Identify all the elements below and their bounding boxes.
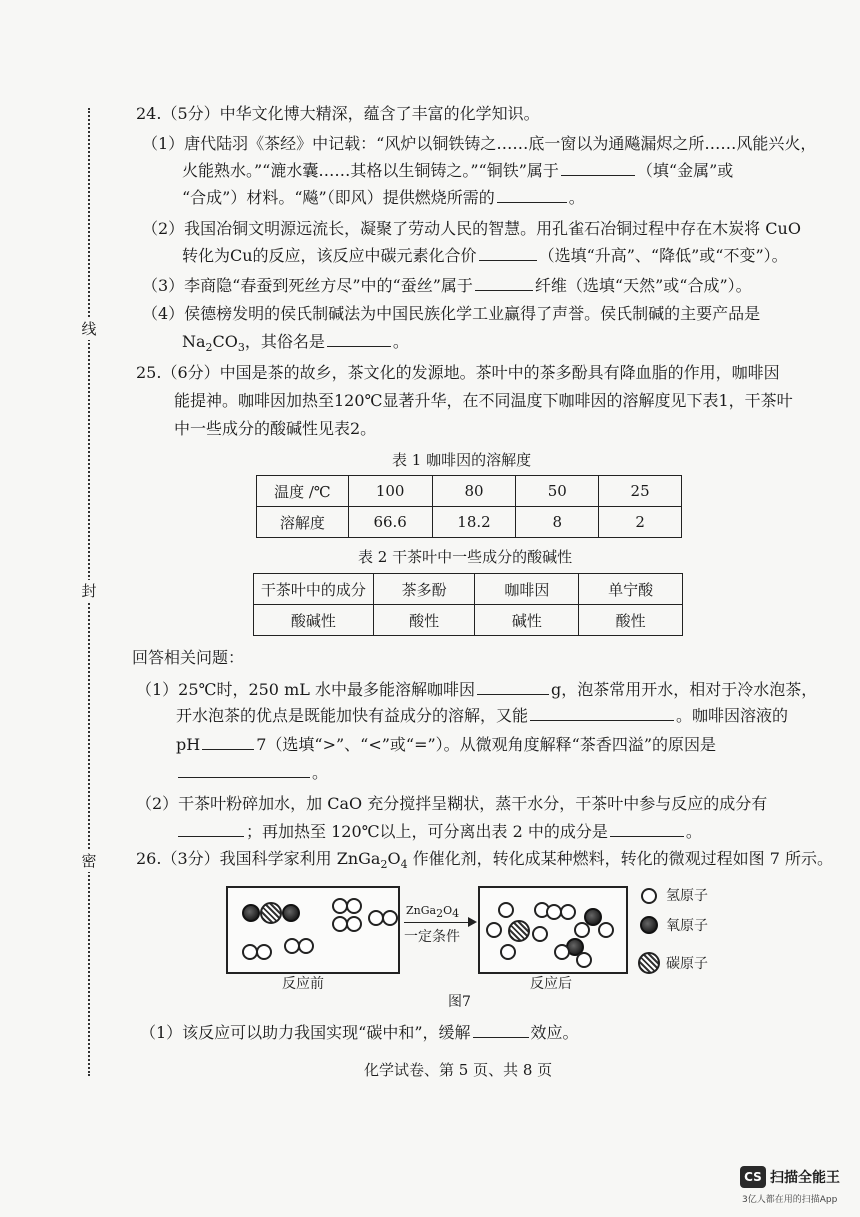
q24-part2-text: 转化为Cu的反应，该反应中碳元素化合价 <box>182 246 477 265</box>
q25-sub1-line1 <box>136 678 817 701</box>
q25-sub1-text: pH <box>176 735 201 754</box>
oxygen-atom <box>242 904 260 922</box>
legend-hydrogen: 氢原子 <box>666 888 708 904</box>
table2-cell: 碱性 <box>475 605 579 636</box>
carbon-legend-icon <box>638 952 660 974</box>
q24-part4-text: ，其俗名是 <box>244 332 325 351</box>
q24-part1-text: 火能熟水。”“漉水囊……其格以生铜铸之。”“铜铁”属于 <box>182 161 559 180</box>
after-label: 反应后 <box>530 976 572 992</box>
table2-acidity <box>253 573 683 636</box>
q25-answer-intro: 回答相关问题： <box>132 648 245 667</box>
answer-blank[interactable] <box>202 733 254 750</box>
q24-part2-line1: （2）我国冶铜文明源远流长，凝聚了劳动人民的智慧。用孔雀石冶铜过程中存在木炭将 CuO <box>142 219 801 238</box>
q24-part1-line2 <box>182 159 733 182</box>
hydrogen-atom <box>486 922 502 938</box>
hydrogen-atom <box>576 952 592 968</box>
q25-sub1-text: 。咖啡因溶液的 <box>676 706 789 725</box>
q25-sub2-line1: （2）干茶叶粉碎加水，加 CaO 充分搅拌呈糊状，蒸干水分，干茶叶中参与反应的成分有 <box>136 794 768 813</box>
table1-row <box>257 507 682 538</box>
table1-cell: 66.6 <box>348 507 432 538</box>
table1-cell: 2 <box>599 507 682 538</box>
binding-char-top: 线 <box>78 318 100 340</box>
q25-line3: 中一些成分的酸碱性见表2。 <box>174 419 377 438</box>
q24-part3-text: 纤维（选填“天然”或“合成”）。 <box>534 276 752 295</box>
table1-cell: 25 <box>599 476 682 507</box>
formula-subscript: 2 <box>205 341 213 355</box>
formula-subscript: 4 <box>400 858 408 872</box>
table1-title: 表 1 咖啡因的溶解度 <box>392 451 532 469</box>
camscanner-logo: CS <box>740 1166 766 1188</box>
q26-heading <box>136 848 833 876</box>
table1-cell: 50 <box>516 476 599 507</box>
hydrogen-atom <box>554 944 570 960</box>
q25-sub1-text: g，泡茶常用开水，相对于冷水泡茶， <box>550 680 818 699</box>
reaction-after-box <box>478 886 628 974</box>
reaction-before-box <box>226 886 400 974</box>
answer-blank[interactable] <box>497 186 567 203</box>
q25-sub1-line4 <box>176 761 328 784</box>
q24-part1-text: “合成”）材料。“飚”（即风）提供燃烧所需的 <box>182 188 495 207</box>
table1-cell: 18.2 <box>432 507 516 538</box>
answer-blank[interactable] <box>473 1021 529 1038</box>
q25-sub1-line2 <box>176 704 788 727</box>
hydrogen-atom <box>574 922 590 938</box>
figure-caption: 图7 <box>448 994 471 1010</box>
answer-blank[interactable] <box>561 159 635 176</box>
q24-part1-text: 。 <box>568 188 585 207</box>
hydrogen-atom <box>598 922 614 938</box>
catalyst-label <box>406 901 459 924</box>
carbon-atom <box>508 920 530 942</box>
brand-name: 扫描全能王 <box>770 1170 840 1186</box>
q24-part3-line <box>142 274 752 297</box>
answer-blank[interactable] <box>530 704 674 721</box>
table1-cell: 溶解度 <box>257 507 349 538</box>
table1-cell: 80 <box>432 476 516 507</box>
table2-cell: 单宁酸 <box>579 574 683 605</box>
answer-blank[interactable] <box>479 244 537 261</box>
q25-heading: 25.（6分）中国是茶的故乡，茶文化的发源地。茶叶中的茶多酚具有降血脂的作用，咖啡因 <box>136 363 780 382</box>
q26-sub1-line <box>140 1021 579 1044</box>
q24-part3-text: （3）李商隐“春蚕到死丝方尽”中的“蚕丝”属于 <box>142 276 473 295</box>
q24-part1-line3 <box>182 186 585 209</box>
answer-blank[interactable] <box>327 330 391 347</box>
table1-cell: 温度 /℃ <box>257 476 349 507</box>
oxygen-atom <box>282 904 300 922</box>
q25-sub1-text: 7（选填“>”、“<”或“=”）。从微观角度解释“茶香四溢”的原因是 <box>256 735 717 754</box>
hydrogen-atom <box>382 910 398 926</box>
q25-sub1-line3 <box>176 733 716 756</box>
catalyst-text: O <box>443 904 453 917</box>
answer-blank[interactable] <box>178 761 310 778</box>
page-footer: 化学试卷、第 5 页、共 8 页 <box>364 1061 553 1079</box>
answer-blank[interactable] <box>477 678 549 695</box>
q25-sub2-line2 <box>176 820 702 843</box>
hydrogen-atom <box>500 944 516 960</box>
q25-line2: 能提神。咖啡因加热至120℃显著升华，在不同温度下咖啡因的溶解度见下表1，干茶叶 <box>174 391 793 410</box>
answer-blank[interactable] <box>610 820 684 837</box>
q26-sub1-text: （1）该反应可以助力我国实现“碳中和”，缓解 <box>140 1023 471 1042</box>
q26-sub1-text: 效应。 <box>530 1023 579 1042</box>
q25-sub1-text: 。 <box>312 763 329 782</box>
legend-carbon: 碳原子 <box>666 956 708 972</box>
table2-cell: 茶多酚 <box>373 574 475 605</box>
formula-subscript: 3 <box>237 341 245 355</box>
hydrogen-atom <box>346 916 362 932</box>
q25-sub1-text: （1）25℃时，250 mL 水中最多能溶解咖啡因 <box>136 680 475 699</box>
q26-text: 26.（3分）我国科学家利用 ZnGa <box>136 849 381 868</box>
reaction-arrow <box>404 922 470 923</box>
hydrogen-legend-icon <box>641 888 657 904</box>
binding-char-middle: 封 <box>78 580 100 602</box>
q24-part1-line1: （1）唐代陆羽《茶经》中记载：“风炉以铜铁铸之……底一窗以为通飚漏烬之所……风能兴火， <box>142 134 817 153</box>
q25-sub1-text: 开水泡茶的优点是既能加快有益成分的溶解，又能 <box>176 706 529 725</box>
legend-oxygen: 氧原子 <box>666 918 708 934</box>
q24-part4-text: 。 <box>392 332 409 351</box>
q24-part2-line2 <box>182 244 788 267</box>
answer-blank[interactable] <box>178 820 244 837</box>
carbon-atom <box>260 902 282 924</box>
formula-part: CO <box>212 332 238 351</box>
q24-part1-text: （填“金属”或 <box>636 161 734 180</box>
hydrogen-atom <box>298 938 314 954</box>
catalyst-text: ZnGa <box>406 904 437 917</box>
hydrogen-atom <box>498 902 514 918</box>
hydrogen-atom <box>532 926 548 942</box>
formula-subscript: 2 <box>380 858 388 872</box>
q25-sub2-text: 。 <box>685 822 702 841</box>
arrow-head-icon <box>468 917 477 927</box>
condition-label: 一定条件 <box>404 929 460 945</box>
q26-text: O <box>387 849 401 868</box>
formula-subscript: 4 <box>452 907 460 921</box>
table2-cell: 酸性 <box>579 605 683 636</box>
hydrogen-atom <box>346 898 362 914</box>
q24-heading: 24.（5分）中华文化博大精深，蕴含了丰富的化学知识。 <box>136 104 540 123</box>
oxygen-legend-icon <box>640 916 658 934</box>
brand-tagline: 3亿人都在用的扫描App <box>742 1195 838 1205</box>
formula-subscript: 2 <box>436 907 444 921</box>
q24-part2-text: （选填“升高”、“降低”或“不变”）。 <box>538 246 788 265</box>
answer-blank[interactable] <box>475 274 533 291</box>
table1-cell: 8 <box>516 507 599 538</box>
table2-row <box>254 574 683 605</box>
hydrogen-atom <box>256 944 272 960</box>
q26-text: 作催化剂，转化成某种燃料，转化的微观过程如图 7 所示。 <box>407 849 834 868</box>
table2-cell: 干茶叶中的成分 <box>254 574 374 605</box>
table1-cell: 100 <box>348 476 432 507</box>
table2-cell: 酸性 <box>373 605 475 636</box>
table1-row <box>257 476 682 507</box>
table2-title: 表 2 干茶叶中一些成分的酸碱性 <box>358 548 573 566</box>
table2-cell: 咖啡因 <box>475 574 579 605</box>
q25-sub2-text: ；再加热至 120℃以上，可分离出表 2 中的成分是 <box>246 822 608 841</box>
q24-part4-line1: （4）侯德榜发明的侯氏制碱法为中国民族化学工业赢得了声誉。侯氏制碱的主要产品是 <box>142 304 761 323</box>
formula-part: Na <box>182 332 206 351</box>
table2-row <box>254 605 683 636</box>
before-label: 反应前 <box>282 976 324 992</box>
binding-char-bottom: 密 <box>78 850 100 872</box>
table1-solubility <box>256 475 682 538</box>
hydrogen-atom <box>560 904 576 920</box>
table2-cell: 酸碱性 <box>254 605 374 636</box>
q24-part4-line2 <box>182 330 409 359</box>
